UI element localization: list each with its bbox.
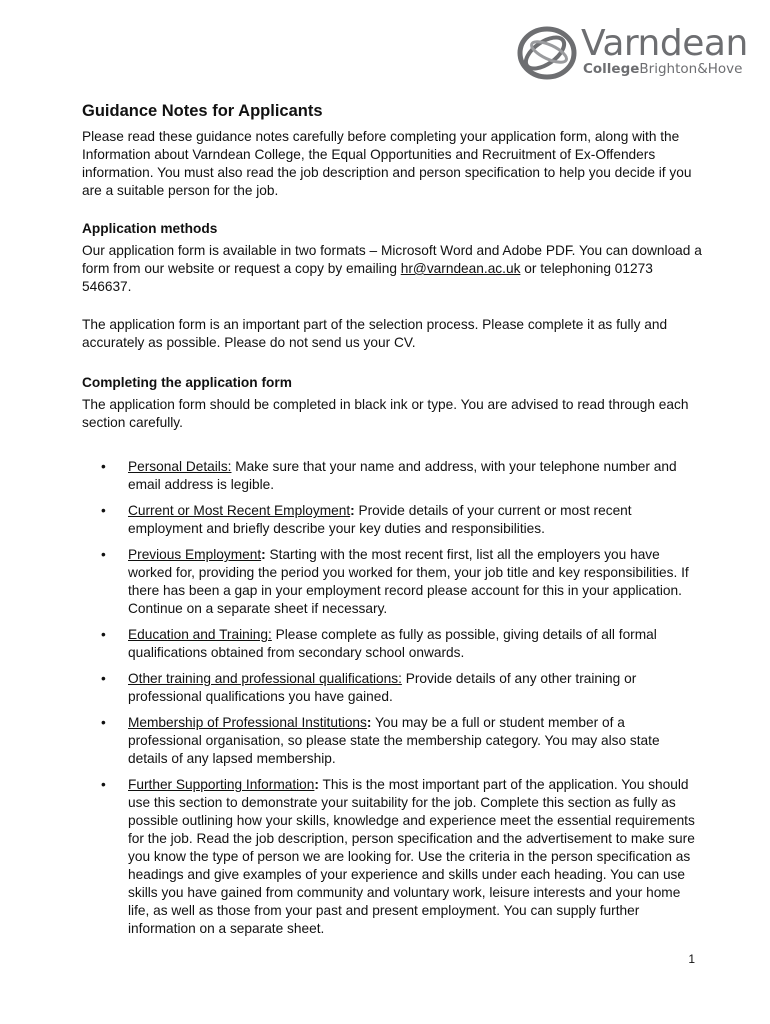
- varndean-logo: [515, 22, 748, 84]
- list-item: • Current or Most Recent Employment: Provide details of your current or most recent employment and briefly describe your key duties and responsibilities.: [101, 503, 632, 536]
- section-term: Personal Details:: [128, 459, 232, 474]
- section-term: Other training and professional qualifications:: [128, 671, 402, 686]
- section-text: Make sure that your name and address, with your telephone number and email address is legible.: [128, 459, 677, 492]
- bullet-icon: •: [101, 627, 106, 642]
- application-methods-heading: Application methods: [82, 221, 218, 236]
- list-item: • Membership of Professional Institutions: You may be a full or student member of a professional organisation, so please state the membership category. You may also state details of any lapsed membership.: [101, 715, 660, 766]
- document-body: [82, 101, 702, 946]
- bullet-icon: •: [101, 503, 106, 518]
- section-text: Please complete as fully as possible, giving details of all formal qualifications obtained from secondary school onwards.: [128, 627, 657, 660]
- form-sections-list: [82, 458, 702, 938]
- bullet-icon: •: [101, 459, 106, 474]
- list-item: • Previous Employment: Starting with the most recent first, list all the employers you have worked for, providing the period you worked for them, your job title and key responsibilities. If there has been a gap in your employment record please account for this in your application. Continue on a separate sheet if necessary.: [101, 547, 689, 616]
- section-term: Further Supporting Information: [128, 777, 315, 792]
- section-text: Starting with the most recent first, list all the employers you have worked for, providing the period you worked for them, your job title and key responsibilities. If there has been a gap in your employment record please account for this in your application. Continue on a separate sheet if necessary.: [128, 547, 689, 616]
- section-term: Membership of Professional Institutions: [128, 715, 367, 730]
- section-term: Education and Training:: [128, 627, 272, 642]
- bullet-icon: •: [101, 777, 106, 792]
- bullet-icon: •: [101, 715, 106, 730]
- page-number: 1: [688, 952, 695, 966]
- section-term: Previous Employment: [128, 547, 262, 562]
- importance-paragraph: The application form is an important part of the selection process. Please complete it as fully and accurately as possible. Please do not send us your CV.: [82, 317, 668, 350]
- section-text: This is the most important part of the application. You should use this section to demonstrate your suitability for the job. Complete this section as fully as possible outlining how your skills, knowledge and experience meet the essential requirements for the job. Read the job description, person specification and the advertisement to make sure you know the type of person we are looking for. Use the criteria in the person specification as headings and give examples of your experience and skills under each heading. You can use skills you have gained from community and voluntary work, leisure interests and your home life, as well as those from your past and present employment. You can supply further information on a separate sheet.: [128, 777, 695, 936]
- varndean-swirl-icon: [515, 22, 579, 84]
- list-item: [82, 626, 702, 662]
- page-title: Guidance Notes for Applicants: [82, 102, 323, 120]
- logo-wordmark: Varndean: [581, 23, 748, 64]
- section-term: Current or Most Recent Employment: [128, 503, 351, 518]
- completing-form-heading: Completing the application form: [82, 375, 292, 390]
- section-text: You may be a full or student member of a professional organisation, so please state the membership category. You may also state details of any lapsed membership.: [128, 715, 660, 766]
- list-item: [82, 670, 702, 706]
- section-text: Provide details of your current or most recent employment and briefly describe your key duties and responsibilities.: [128, 503, 632, 536]
- bullet-icon: •: [101, 671, 106, 686]
- application-methods-paragraph: Our application form is available in two formats – Microsoft Word and Adobe PDF. You can download a form from our website or request a copy by emailing hr@varndean.ac.uk or telephoning 01273 546637.: [82, 243, 702, 294]
- bullet-icon: •: [101, 547, 106, 562]
- list-item: • Further Supporting Information: This is the most important part of the application. You should use this section to demonstrate your suitability for the job. Complete this section as fully as possible outlining how your skills, knowledge and experience meet the essential requirements for the job. Read the job description, person specification and the advertisement to make sure you know the type of person we are looking for. Use the criteria in the person specification as headings and give examples of your experience and skills under each heading. You can use skills you have gained from community and voluntary work, leisure interests and your home life, as well as those from your past and present employment. You can supply further information on a separate sheet.: [101, 777, 695, 936]
- completing-form-paragraph: The application form should be completed in black ink or type. You are advised to read through each section carefully.: [82, 397, 689, 430]
- logo-tagline: CollegeBrighton&Hove: [583, 61, 743, 77]
- section-text: Provide details of any other training or professional qualifications you have gained.: [128, 671, 637, 704]
- list-item: [82, 458, 702, 494]
- intro-paragraph: Please read these guidance notes carefully before completing your application form, along with the Information about Varndean College, the Equal Opportunities and Recruitment of Ex-Offenders information. You must also read the job description and person specification to help you decide if you are a suitable person for the job.: [82, 129, 692, 198]
- hr-email-link[interactable]: hr@varndean.ac.uk: [400, 261, 521, 276]
